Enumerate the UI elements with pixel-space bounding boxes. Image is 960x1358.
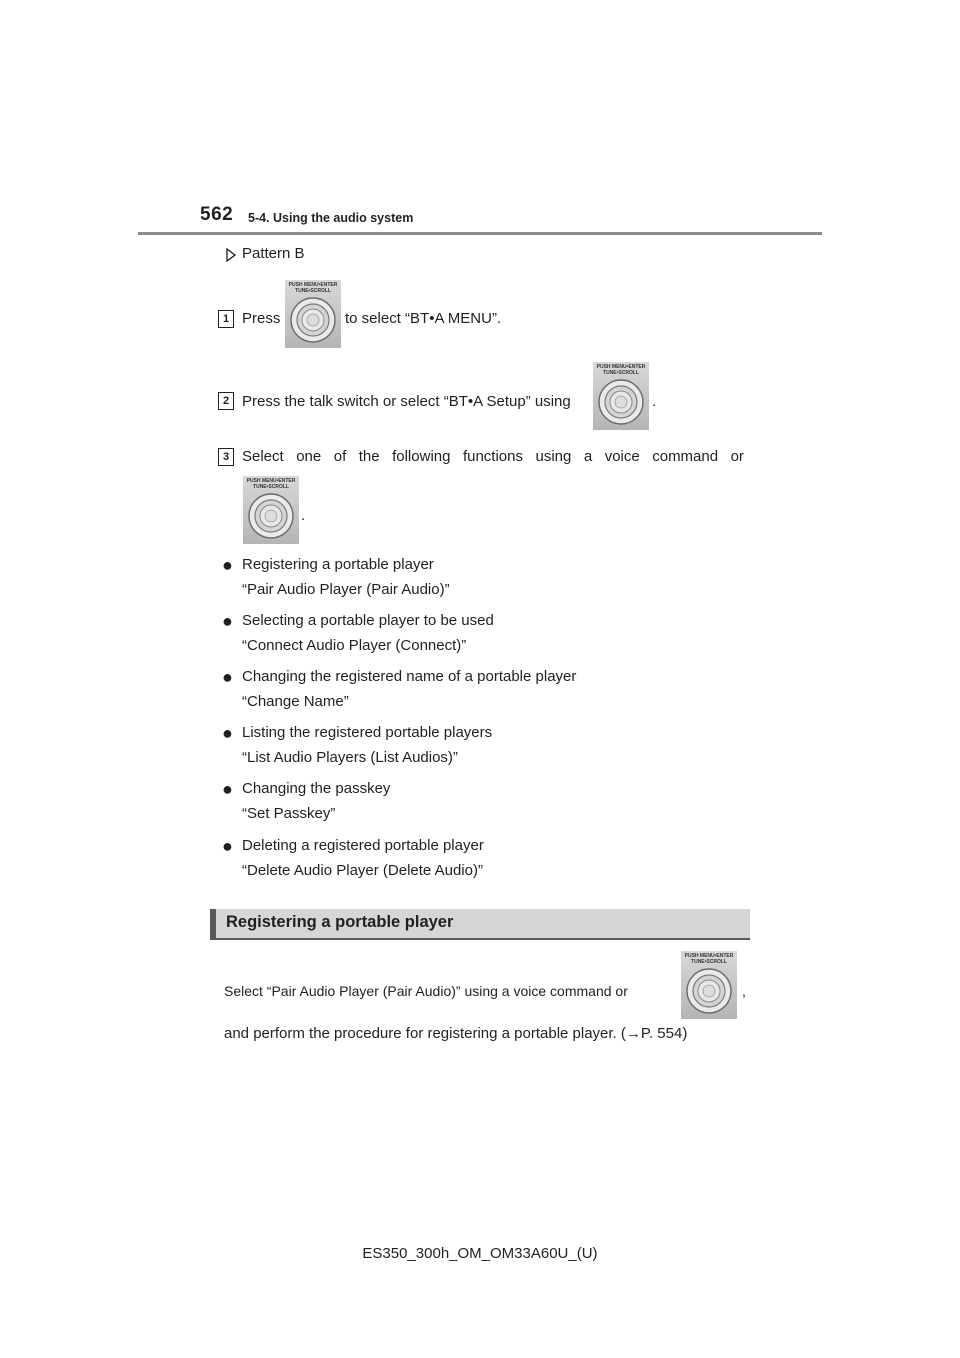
bullet-icon: ●	[222, 779, 233, 799]
bullet-icon: ●	[222, 611, 233, 631]
step-number-2: 2	[218, 392, 234, 410]
tune-scroll-knob-icon	[285, 280, 341, 348]
function-description: Changing the passkey	[242, 780, 391, 797]
step-1-text-before: Press	[242, 310, 281, 327]
section-heading-underline	[210, 938, 750, 940]
function-description: Registering a portable player	[242, 556, 434, 573]
section2-line2-before: and perform the procedure for registering a portable player. (	[224, 1025, 626, 1042]
step-2-text-before: Press the talk switch or select “BT•A Setup” using	[242, 393, 571, 410]
triangle-right-icon	[226, 248, 236, 262]
section-title: 5-4. Using the audio system	[248, 211, 414, 225]
knob-label-bottom: TUNE•SCROLL	[691, 959, 727, 965]
bullet-icon: ●	[222, 555, 233, 575]
page-reference-link[interactable]: P. 554	[640, 1025, 683, 1042]
function-command: “Pair Audio Player (Pair Audio)”	[242, 581, 450, 598]
function-command: “List Audio Players (List Audios)”	[242, 749, 458, 766]
function-command: “Set Passkey”	[242, 805, 336, 822]
section2-line1-before: Select “Pair Audio Player (Pair Audio)” using a voice command or	[224, 983, 628, 999]
section2-line2	[224, 1024, 687, 1044]
knob-label-top: PUSH MENU•ENTER	[288, 282, 338, 288]
section-heading-text: Registering a portable player	[226, 913, 454, 931]
knob-label-bottom: TUNE•SCROLL	[295, 288, 331, 294]
tune-scroll-knob-icon	[243, 476, 299, 544]
function-description: Changing the registered name of a portable player	[242, 668, 577, 685]
bullet-icon: ●	[222, 836, 233, 856]
step-number-1: 1	[218, 310, 234, 328]
knob-label-top: PUSH MENU•ENTER	[596, 364, 646, 370]
tune-scroll-knob-icon	[593, 362, 649, 430]
knob-label-bottom: TUNE•SCROLL	[603, 370, 639, 376]
function-description: Selecting a portable player to be used	[242, 612, 494, 629]
function-command: “Connect Audio Player (Connect)”	[242, 637, 467, 654]
function-description: Deleting a registered portable player	[242, 837, 484, 854]
page-number: 562	[200, 204, 234, 225]
tune-scroll-knob-icon	[681, 951, 737, 1019]
function-command: “Delete Audio Player (Delete Audio)”	[242, 862, 483, 879]
bullet-icon: ●	[222, 723, 233, 743]
step-1-text-after: to select “BT•A MENU”.	[345, 310, 502, 327]
bullet-icon: ●	[222, 667, 233, 687]
function-command: “Change Name”	[242, 693, 349, 710]
section2-line2-after: )	[682, 1025, 688, 1042]
step-2-text-after: .	[652, 393, 657, 410]
step-3-text-before: Select one of the following functions using a voice command or	[242, 448, 744, 465]
function-description: Listing the registered portable players	[242, 724, 493, 741]
step-3-text-after: .	[301, 507, 306, 524]
document-code: ES350_300h_OM_OM33A60U_(U)	[362, 1245, 598, 1262]
section-heading	[210, 909, 750, 939]
knob-label-top: PUSH MENU•ENTER	[246, 478, 296, 484]
step-number-3: 3	[218, 448, 234, 466]
header-rule	[138, 232, 822, 235]
arrow-right-icon: →	[625, 1025, 641, 1042]
section2-line1-after: ,	[742, 983, 746, 999]
knob-label-top: PUSH MENU•ENTER	[684, 953, 734, 959]
knob-label-bottom: TUNE•SCROLL	[253, 484, 289, 490]
pattern-label: Pattern B	[242, 245, 305, 262]
